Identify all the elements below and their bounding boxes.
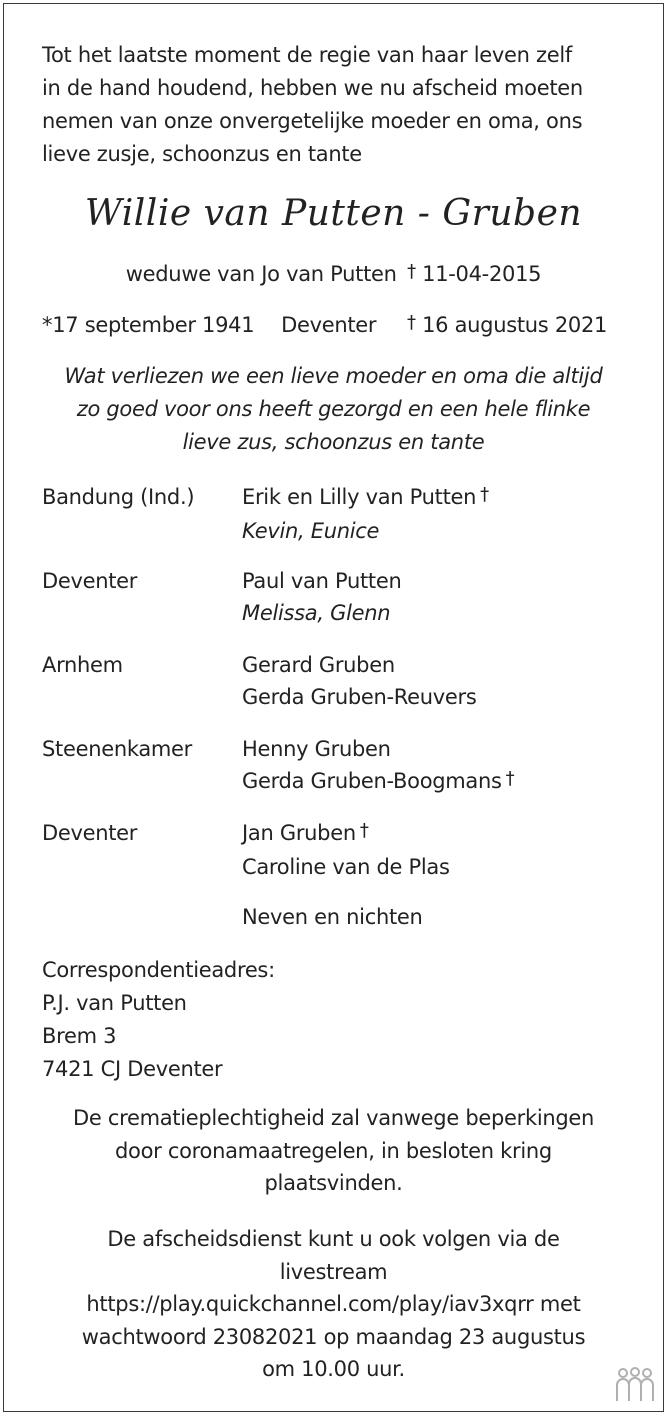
family-name: Jan Gruben <box>242 821 356 845</box>
cross-icon: † <box>407 261 416 282</box>
family-name: Gerard Gruben <box>242 653 395 677</box>
family-name: Henny Gruben <box>242 737 391 761</box>
dates-line <box>42 309 632 343</box>
livestream-notice <box>4 1223 663 1386</box>
cross-icon: † <box>480 484 489 505</box>
family-name-line <box>242 515 489 547</box>
family-list <box>42 481 642 901</box>
family-name-line <box>242 649 477 681</box>
grandchildren-names: Kevin, Eunice <box>242 519 380 543</box>
intro-text <box>42 39 632 171</box>
cremation-line: De crematieplechtigheid zal vanwege beperkingen <box>72 1106 595 1130</box>
quote-line: zo goed voor ons heeft gezorgd en een hele flinke <box>76 397 591 421</box>
family-row <box>42 649 642 733</box>
birth-date: *17 september 1941 <box>42 313 255 337</box>
cross-icon: † <box>505 768 515 789</box>
cross-icon: † <box>407 312 416 333</box>
family-name-line <box>242 851 450 883</box>
family-name-line <box>242 481 489 515</box>
address-line: Correspondentieadres: <box>42 958 275 982</box>
cremation-line: door coronamaatregelen, in besloten kring <box>115 1138 552 1163</box>
nephews-line: Neven en nichten <box>242 905 423 929</box>
family-name-line <box>242 597 402 629</box>
obituary-card <box>3 3 664 1412</box>
widow-line <box>4 258 663 292</box>
family-place: Deventer <box>42 821 138 845</box>
birth-place: Deventer <box>281 313 377 337</box>
cross-icon: † <box>359 820 369 841</box>
service-line: De afscheidsdienst kunt u ook volgen via de <box>107 1227 560 1251</box>
family-names <box>242 649 477 713</box>
family-place: Deventer <box>42 569 138 593</box>
family-name: Gerda Gruben-Reuvers <box>242 685 477 709</box>
widow-date: 11-04-2015 <box>422 262 542 286</box>
family-row <box>42 733 642 817</box>
family-row <box>42 817 642 901</box>
family-place: Steenenkamer <box>42 737 193 761</box>
intro-line: Tot het laatste moment de regie van haar leven zelf <box>42 43 573 67</box>
intro-line: nemen van onze onvergetelijke moeder en oma, ons <box>42 109 583 133</box>
family-names <box>242 817 450 883</box>
deceased-name: Willie van Putten - Gruben <box>84 193 583 234</box>
family-name: Paul van Putten <box>242 569 402 593</box>
address-line: P.J. van Putten <box>42 991 187 1015</box>
family-name-line <box>242 765 514 799</box>
correspondence-address <box>42 954 275 1086</box>
quote-line: Wat verliezen we een lieve moeder en oma die altijd <box>64 364 603 388</box>
service-line: livestream <box>279 1259 388 1284</box>
intro-line: in de hand houdend, hebben we nu afscheid moeten <box>42 76 583 100</box>
cremation-notice <box>4 1102 663 1200</box>
address-line: Brem 3 <box>42 1024 117 1048</box>
family-name-line <box>242 681 477 713</box>
family-name-line <box>242 817 450 851</box>
quote-text <box>4 360 663 459</box>
people-group-icon <box>614 1367 656 1403</box>
death-date: 16 augustus 2021 <box>422 313 608 337</box>
quote-line: lieve zus, schoonzus en tante <box>182 430 485 454</box>
family-place: Bandung (Ind.) <box>42 485 195 509</box>
family-names <box>242 481 489 547</box>
family-place: Arnhem <box>42 653 123 677</box>
livestream-url: https://play.quickchannel.com/play/iav3xqrr met <box>86 1292 581 1316</box>
grandchildren-names: Melissa, Glenn <box>242 601 391 625</box>
service-line: om 10.00 uur. <box>262 1357 405 1381</box>
widow-text: weduwe van Jo van Putten <box>125 262 397 286</box>
family-name-line <box>242 565 402 597</box>
intro-line: lieve zusje, schoonzus en tante <box>42 142 362 166</box>
address-line: 7421 CJ Deventer <box>42 1057 223 1081</box>
cremation-line: plaatsvinden. <box>264 1171 403 1195</box>
family-name: Caroline van de Plas <box>242 855 450 879</box>
family-name: Gerda Gruben-Boogmans <box>242 769 502 793</box>
family-row <box>42 481 642 565</box>
family-names <box>242 733 514 799</box>
family-name: Erik en Lilly van Putten <box>242 485 477 509</box>
family-name-line <box>242 733 514 765</box>
family-names <box>242 565 402 629</box>
family-row <box>42 565 642 649</box>
service-line: wachtwoord 23082021 op maandag 23 augustus <box>81 1324 586 1349</box>
